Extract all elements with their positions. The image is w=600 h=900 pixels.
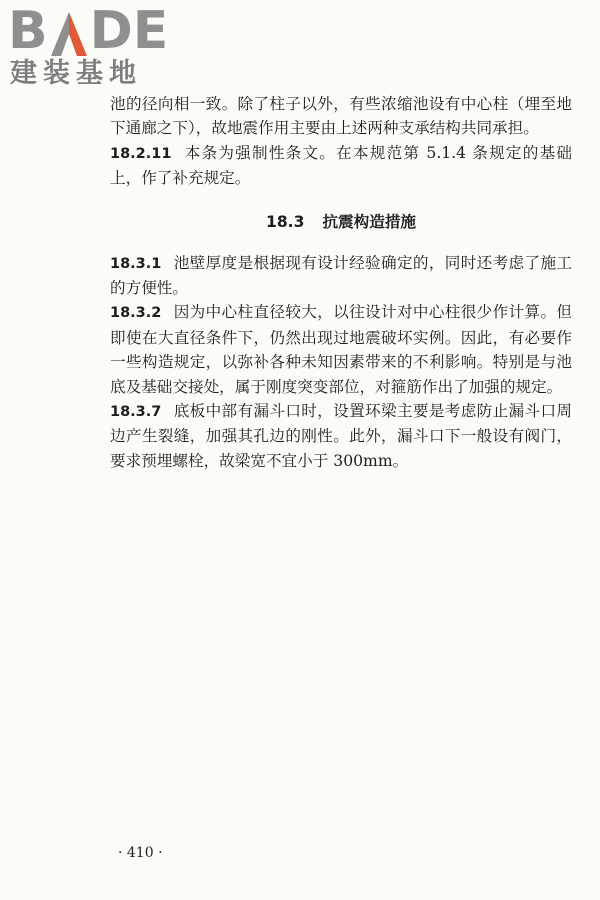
paragraph-text: 池的径向相一致。除了柱子以外，有些浓缩池设有中心柱（埋至地下通廊之下），故地震作用主要由上述两种支承结构共同承担。 xyxy=(110,95,572,138)
page-content xyxy=(110,92,572,473)
clause-18-3-1 xyxy=(110,251,572,301)
logo-wordmark xyxy=(8,1,169,61)
logo-a-mark-icon xyxy=(49,10,89,58)
paragraph-continued xyxy=(110,92,572,141)
clause-text: 池壁厚度是根据现有设计经验确定的，同时还考虑了施工的方便性。 xyxy=(110,253,572,298)
clause-number: 18.3.1 xyxy=(110,255,162,272)
publisher-logo xyxy=(8,1,178,90)
clause-18-3-7 xyxy=(110,399,572,473)
logo-subtitle: 建装基地 xyxy=(10,58,142,89)
clause-number: 18.3.2 xyxy=(110,305,162,322)
clause-text: 因为中心柱直径较大，以往设计对中心柱很少作计算。但即使在大直径条件下，仍然出现过地震破坏实例。因此，有必要作一些构造规定，以弥补各种未知因素带来的不利影响。特别是与池底及基础交接处，属于刚度突变部位，对箍筋作出了加强的规定。 xyxy=(110,303,572,396)
page-number: · 410 · xyxy=(118,845,163,861)
logo-letter-b: B xyxy=(8,1,48,61)
section-title: 抗震构造措施 xyxy=(322,212,417,231)
section-heading xyxy=(110,211,572,233)
section-number: 18.3 xyxy=(265,212,305,231)
clause-number: 18.3.7 xyxy=(110,404,162,421)
clause-text: 底板中部有漏斗口时，设置环梁主要是考虑防止漏斗口周边产生裂缝，加强其孔边的刚性。此外，漏斗口下一般设有阀门，要求预埋螺栓，故梁宽不宜小于 300mm。 xyxy=(110,402,572,470)
clause-text: 本条为强制性条文。在本规范第 5.1.4 条规定的基础上，作了补充规定。 xyxy=(110,143,572,188)
clause-18-2-11 xyxy=(110,141,572,191)
clause-number: 18.2.11 xyxy=(110,145,172,162)
logo-letters-de: DE xyxy=(89,1,169,61)
clause-18-3-2 xyxy=(110,300,572,399)
